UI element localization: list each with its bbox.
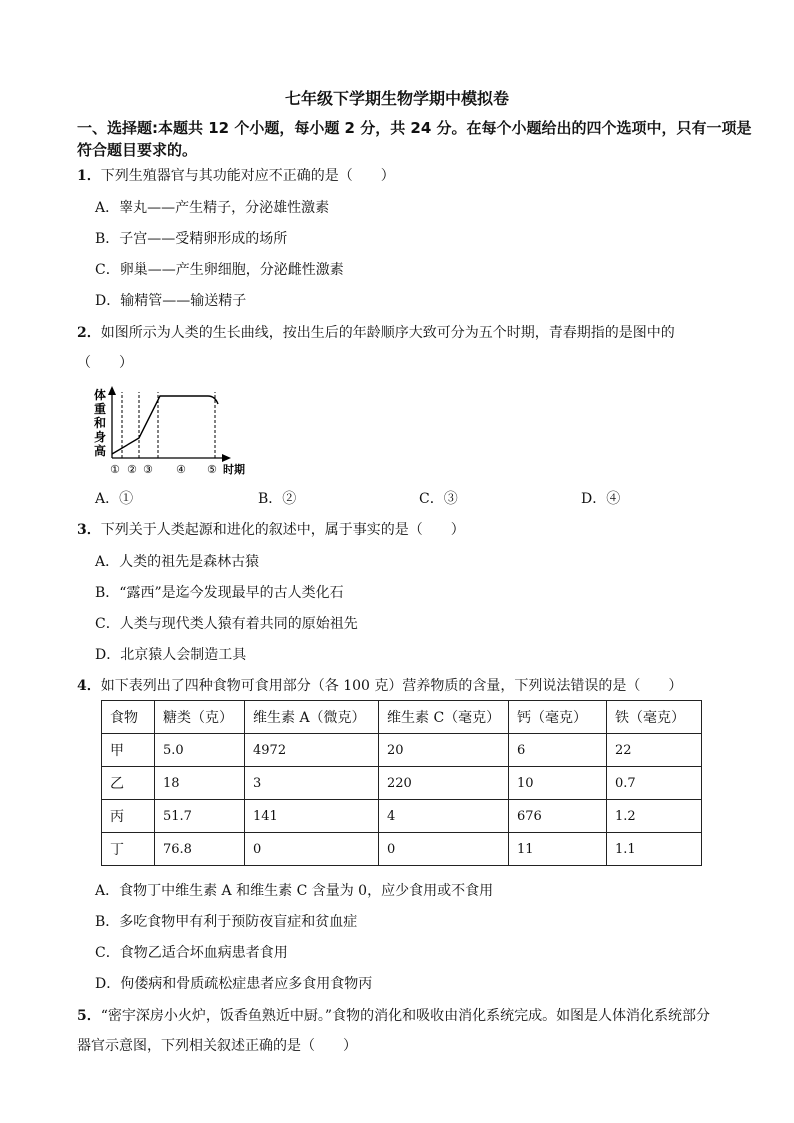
table-cell: 4 bbox=[379, 800, 509, 833]
section-heading: 一、选择题:本题共 12 个小题，每小题 2 分，共 24 分。在每个小题给出的四个选项中，只有一项是符合题目要求的。 bbox=[77, 119, 752, 159]
ylabel-char: 体 bbox=[94, 388, 107, 402]
ylabel-char: 高 bbox=[94, 444, 107, 458]
question-number: 1． bbox=[77, 168, 101, 184]
table-cell: 丙 bbox=[102, 800, 155, 833]
nutrition-table bbox=[101, 700, 702, 866]
table-row bbox=[102, 767, 702, 800]
question-3 bbox=[77, 519, 465, 539]
table-cell: 11 bbox=[509, 833, 607, 866]
question-number: 2． bbox=[77, 325, 101, 341]
table-cell: 1.2 bbox=[607, 800, 702, 833]
period-label: ① bbox=[110, 463, 120, 476]
table-header-row bbox=[102, 701, 702, 734]
table-cell: 141 bbox=[245, 800, 379, 833]
q3-option-b: B．“露西”是迄今发现最早的古人类化石 bbox=[95, 585, 344, 601]
q2-option-c: C．③ bbox=[419, 491, 458, 507]
x-axis-label: 时期 bbox=[223, 463, 245, 476]
question-stem: 下列生殖器官与其功能对应不正确的是（ ） bbox=[100, 168, 395, 184]
table-header: 铁（毫克） bbox=[607, 701, 702, 734]
question-number: 3． bbox=[77, 522, 101, 538]
table-header: 维生素 A（微克） bbox=[245, 701, 379, 734]
table-cell: 20 bbox=[379, 734, 509, 767]
growth-curve-line bbox=[112, 396, 218, 454]
q1-option-b: B．子宫——受精卵形成的场所 bbox=[95, 231, 288, 247]
ylabel-char: 和 bbox=[94, 416, 107, 430]
table-cell: 220 bbox=[379, 767, 509, 800]
q3-option-d: D．北京猿人会制造工具 bbox=[95, 647, 247, 663]
question-2 bbox=[77, 322, 675, 342]
ylabel-char: 身 bbox=[94, 430, 107, 444]
q3-option-a: A．人类的祖先是森林古猿 bbox=[95, 554, 260, 570]
table-row bbox=[102, 734, 702, 767]
table-cell: 51.7 bbox=[155, 800, 245, 833]
table-cell: 5.0 bbox=[155, 734, 245, 767]
question-4 bbox=[77, 675, 682, 695]
table-row bbox=[102, 800, 702, 833]
table-header: 维生素 C（毫克） bbox=[379, 701, 509, 734]
period-label: ④ bbox=[176, 463, 186, 476]
table-cell: 4972 bbox=[245, 734, 379, 767]
q4-option-c: C．食物乙适合坏血病患者食用 bbox=[95, 945, 288, 961]
growth-curve-figure bbox=[90, 382, 260, 478]
table-cell: 3 bbox=[245, 767, 379, 800]
table-cell: 甲 bbox=[102, 734, 155, 767]
q1-option-d: D．输精管——输送精子 bbox=[95, 293, 247, 309]
y-axis-label bbox=[94, 387, 106, 458]
y-axis-arrow bbox=[108, 386, 116, 395]
table-cell: 丁 bbox=[102, 833, 155, 866]
table-cell: 0 bbox=[245, 833, 379, 866]
question-number: 5． bbox=[77, 1008, 101, 1024]
question-stem: 下列关于人类起源和进化的叙述中，属于事实的是（ ） bbox=[100, 522, 465, 538]
table-row bbox=[102, 833, 702, 866]
q4-option-a: A．食物丁中维生素 A 和维生素 C 含量为 0，应少食用或不食用 bbox=[95, 883, 494, 899]
q2-option-b: B．② bbox=[258, 491, 297, 507]
period-label: ⑤ bbox=[207, 463, 217, 476]
q3-option-c: C．人类与现代类人猿有着共同的原始祖先 bbox=[95, 616, 358, 632]
q2-answer-paren: （ ） bbox=[77, 355, 133, 371]
table-cell: 22 bbox=[607, 734, 702, 767]
table-header: 食物 bbox=[102, 701, 155, 734]
period-label: ② bbox=[127, 463, 137, 476]
table-cell: 乙 bbox=[102, 767, 155, 800]
x-axis-arrow bbox=[222, 454, 231, 462]
table-cell: 76.8 bbox=[155, 833, 245, 866]
question-stem: 如图所示为人类的生长曲线，按出生后的年龄顺序大致可分为五个时期，青春期指的是图中的 bbox=[100, 325, 675, 341]
table-cell: 10 bbox=[509, 767, 607, 800]
question-stem: 如下表列出了四种食物可食用部分（各 100 克）营养物质的含量，下列说法错误的是（ ） bbox=[100, 678, 683, 694]
q4-option-b: B．多吃食物甲有利于预防夜盲症和贫血症 bbox=[95, 914, 358, 930]
q2-option-a: A．① bbox=[95, 491, 134, 507]
q1-option-c: C．卵巢——产生卵细胞，分泌雌性激素 bbox=[95, 262, 344, 278]
question-number: 4． bbox=[77, 678, 101, 694]
q2-option-d: D．④ bbox=[581, 491, 621, 507]
table-cell: 0 bbox=[379, 833, 509, 866]
page-title: 七年级下学期生物学期中模拟卷 bbox=[284, 89, 509, 108]
table-cell: 6 bbox=[509, 734, 607, 767]
table-cell: 676 bbox=[509, 800, 607, 833]
table-header: 钙（毫克） bbox=[509, 701, 607, 734]
table-cell: 18 bbox=[155, 767, 245, 800]
question-stem: “密宇深房小火炉，饭香鱼熟近中厨。”食物的消化和吸收由消化系统完成。如图是人体消化系统部分 bbox=[100, 1008, 711, 1024]
q4-option-d: D．佝偻病和骨质疏松症患者应多食用食物丙 bbox=[95, 976, 373, 992]
question-1 bbox=[77, 165, 395, 185]
period-dividers bbox=[122, 392, 215, 458]
table-cell: 1.1 bbox=[607, 833, 702, 866]
period-label: ③ bbox=[143, 463, 153, 476]
question-5-continued: 器官示意图，下列相关叙述正确的是（ ） bbox=[77, 1038, 357, 1054]
question-5 bbox=[77, 1005, 710, 1025]
table-header: 糖类（克） bbox=[155, 701, 245, 734]
q1-option-a: A．睾丸——产生精子，分泌雄性激素 bbox=[95, 200, 330, 216]
table-cell: 0.7 bbox=[607, 767, 702, 800]
ylabel-char: 重 bbox=[94, 402, 107, 416]
